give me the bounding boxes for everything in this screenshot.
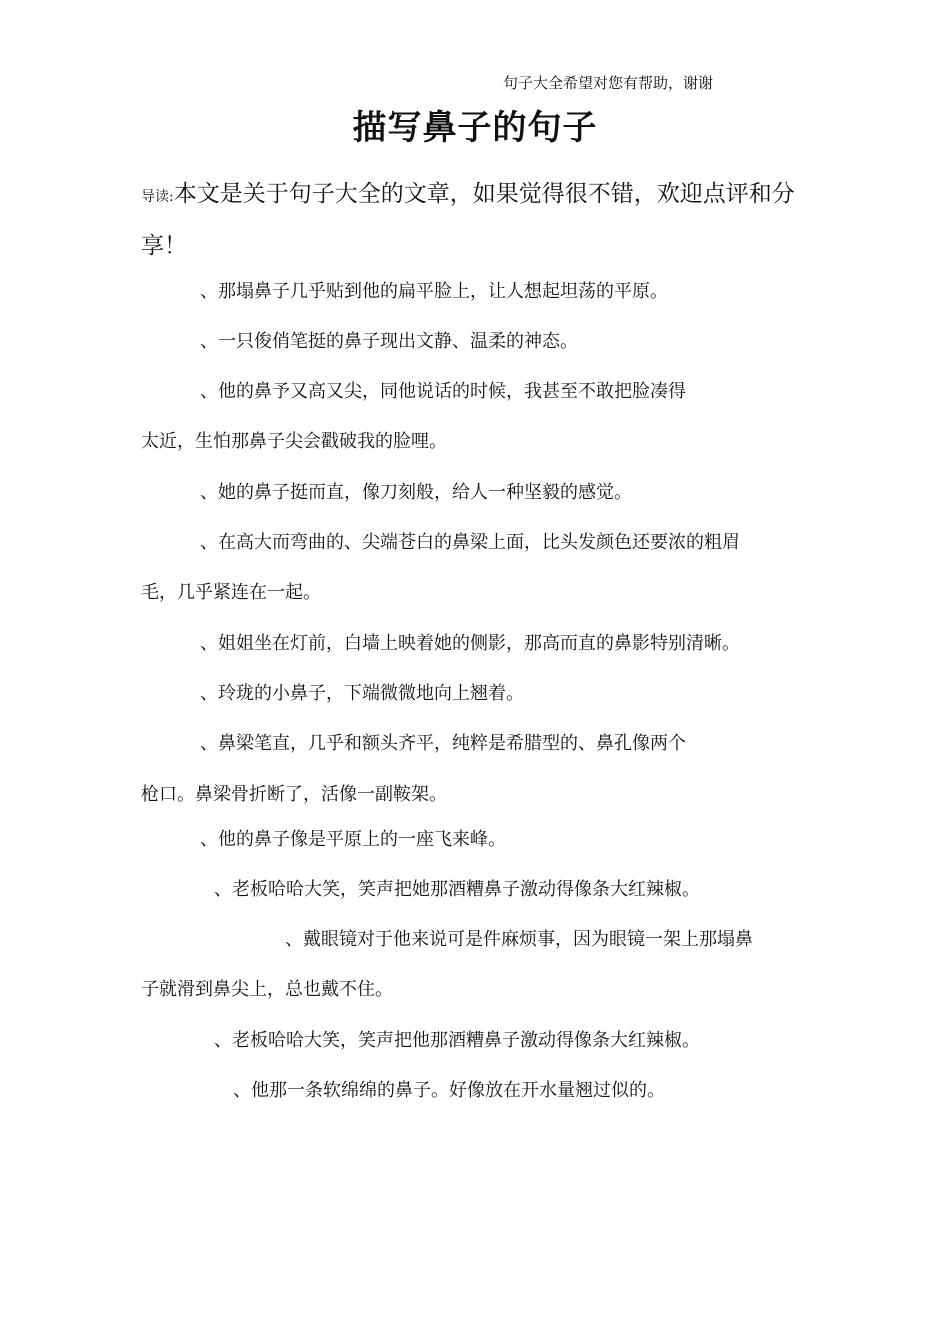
sentence-line: 、戴眼镜对于他来说可是件麻烦事，因为眼镜一架上那塌鼻 [285, 929, 753, 950]
page-title: 描写鼻子的句子 [352, 108, 598, 148]
sentence-line: 毛，几乎紧连在一起。 [141, 582, 321, 603]
intro-paragraph [141, 170, 821, 271]
sentence-line: 太近，生怕那鼻子尖会戳破我的脸哩。 [141, 431, 447, 452]
intro-label: 导读: [141, 189, 174, 205]
sentence-line: 、老板哈哈大笑，笑声把他那酒糟鼻子激动得像条大红辣椒。 [214, 1030, 700, 1051]
sentence-line: 、玲珑的小鼻子，下端微微地向上翘着。 [200, 683, 524, 704]
sentence-line: 、一只俊俏笔挺的鼻子现出文静、温柔的神态。 [200, 331, 578, 352]
sentence-line: 、他的鼻子像是平原上的一座飞来峰。 [200, 829, 506, 850]
header-note: 句子大全希望对您有帮助，谢谢 [503, 74, 714, 92]
sentence-line: 枪口。鼻梁骨折断了，活像一副鞍架。 [141, 784, 447, 805]
sentence-line: 、老板哈哈大笑，笑声把她那酒糟鼻子激动得像条大红辣椒。 [214, 879, 700, 900]
sentence-line: 子就滑到鼻尖上，总也戴不住。 [141, 979, 393, 1000]
intro-text: 本文是关于句子大全的文章，如果觉得很不错，欢迎点评和分享！ [141, 181, 795, 259]
sentence-line: 、鼻梁笔直，几乎和额头齐平，纯粹是希腊型的、鼻孔像两个 [200, 733, 686, 754]
sentence-line: 、他那一条软绵绵的鼻子。好像放在开水量翘过似的。 [233, 1080, 665, 1101]
sentence-line: 、那塌鼻子几乎贴到他的扁平脸上，让人想起坦荡的平原。 [200, 281, 668, 302]
sentence-line: 、姐姐坐在灯前，白墙上映着她的侧影，那高而直的鼻影特别清晰。 [200, 633, 740, 654]
sentence-line: 、她的鼻子挺而直，像刀刻般，给人一种坚毅的感觉。 [200, 482, 632, 503]
sentence-line: 、在高大而弯曲的、尖端苍白的鼻梁上面，比头发颜色还要浓的粗眉 [200, 532, 740, 553]
sentence-line: 、他的鼻予又高又尖，同他说话的时候，我甚至不敢把脸凑得 [200, 381, 686, 402]
